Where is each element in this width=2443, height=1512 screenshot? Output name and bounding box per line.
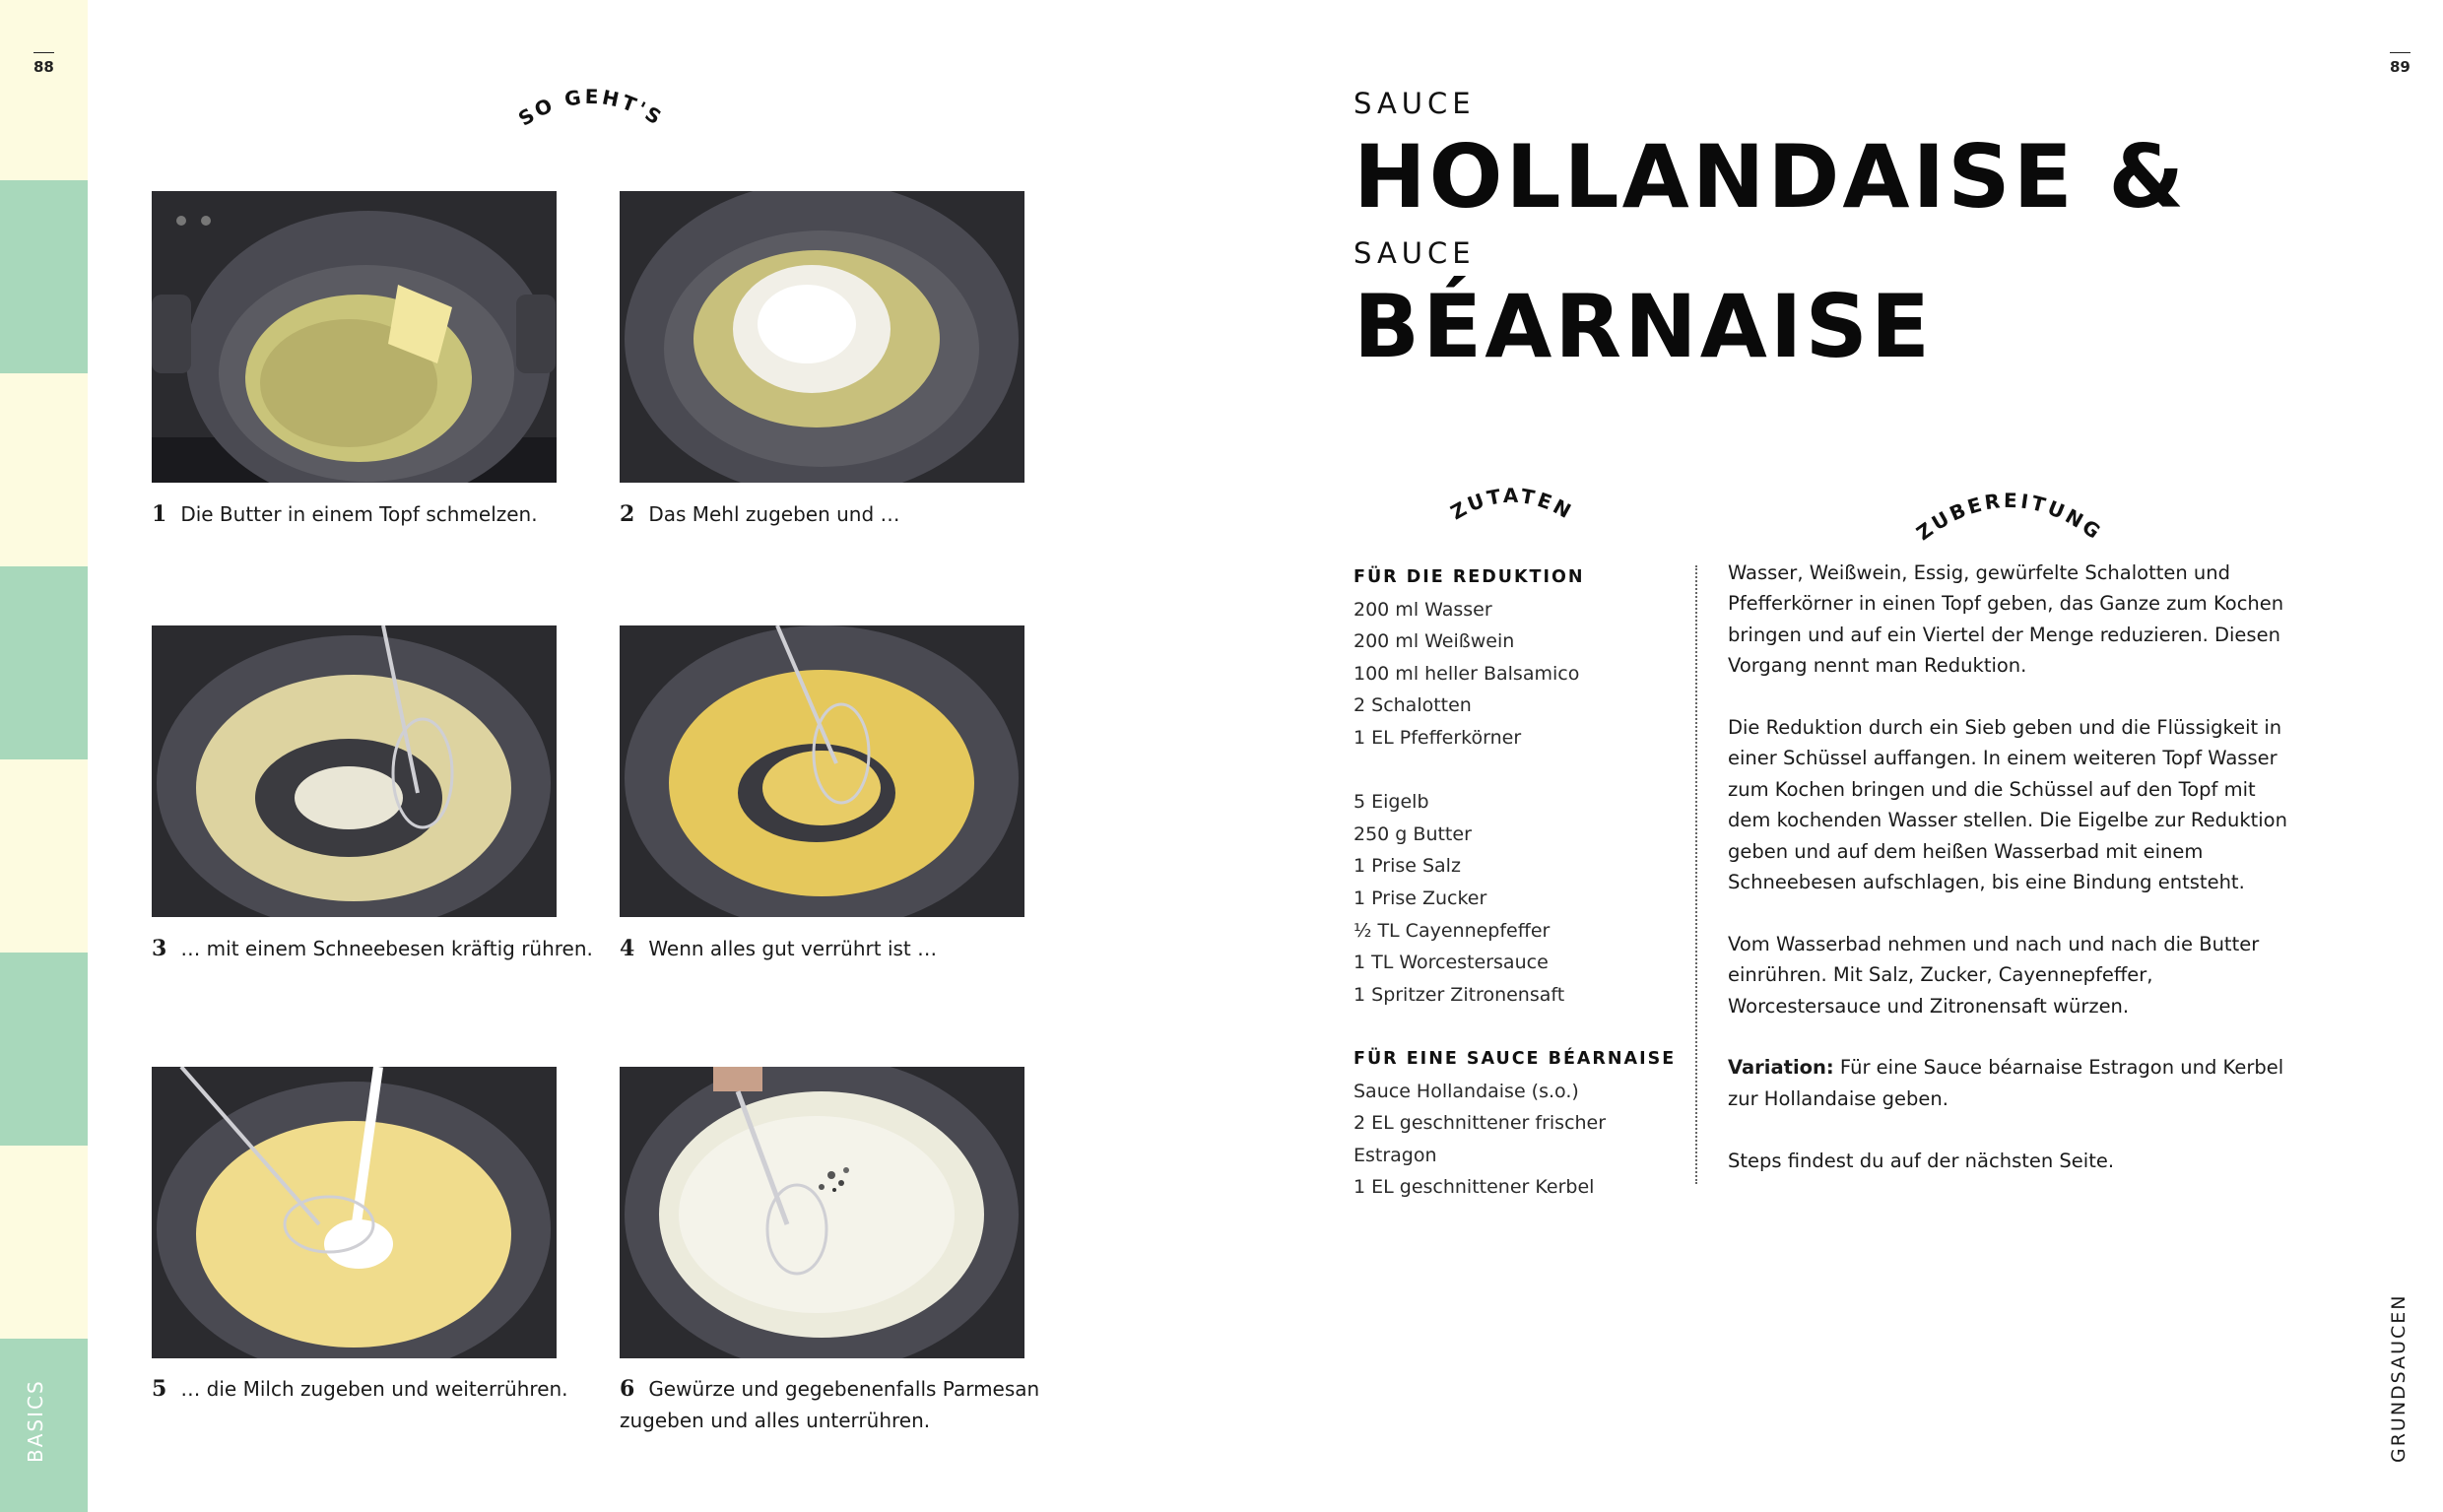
- variation-text: Für eine Sauce béarnaise Estragon und Kerbel zur Hollandaise geben.: [1728, 1056, 2284, 1110]
- tab-green-3: [0, 953, 88, 1146]
- chapter-tab-strip: [0, 0, 88, 1512]
- variation-label: Variation:: [1728, 1056, 1834, 1080]
- svg-text:ZUBEREITUNG: [1912, 489, 2107, 546]
- step-caption-1: [152, 498, 538, 530]
- step-photo-1: [152, 191, 557, 483]
- step-caption-6: [620, 1373, 1043, 1436]
- step-photo-5: [152, 1067, 557, 1358]
- ingredient-item: 2 EL geschnittener frischer Estragon: [1354, 1112, 1607, 1166]
- steps-heading-text: SO GEHT'S: [513, 84, 669, 131]
- ingredient-item: 200 ml Wasser: [1354, 598, 1492, 621]
- step-number-3: 3: [152, 936, 167, 961]
- tab-green-2: [0, 566, 88, 759]
- ingredient-item: ½ TL Cayennepfeffer: [1354, 919, 1551, 942]
- step-number-2: 2: [620, 501, 635, 527]
- title-hollandaise: HOLLANDAISE &: [1354, 126, 2188, 228]
- ingredients-heading-text: ZUTATEN: [1446, 483, 1578, 525]
- preparation-paragraph-1: Wasser, Weißwein, Essig, gewürfelte Schalotten und Pfefferkörner in einen Topf geben, das Ganze zum Kochen bringen und auf ein Viertel der Menge reduzieren. Diesen Vorgang nennt man Reduktion.: [1728, 561, 2284, 678]
- step-photo-2: [620, 191, 1024, 483]
- step-number-6: 6: [620, 1376, 635, 1402]
- step-number-4: 4: [620, 936, 635, 961]
- ingredient-item: 1 Prise Zucker: [1354, 887, 1487, 909]
- ingredient-item: 2 Schalotten: [1354, 694, 1472, 717]
- ingredients-heading: [1448, 473, 1576, 532]
- step-text-4: Wenn alles gut verrührt ist …: [648, 937, 938, 960]
- svg-text:ZUTATEN: [1446, 484, 1577, 524]
- preparation-heading: [1911, 473, 2108, 546]
- ingredient-item: 250 g Butter: [1354, 822, 1472, 845]
- svg-text:SO GEHT'S: [514, 85, 668, 131]
- preparation-note: Steps findest du auf der nächsten Seite.: [1728, 1149, 2115, 1172]
- step-text-2: Das Mehl zugeben und …: [648, 502, 900, 526]
- title-prefix-2: SAUCE: [1354, 236, 1476, 270]
- preparation-text: [1728, 558, 2291, 1207]
- ingredient-item: 1 EL Pfefferkörner: [1354, 726, 1522, 749]
- ingredient-item: 1 EL geschnittener Kerbel: [1354, 1176, 1595, 1199]
- ingredients-list: [1354, 561, 1688, 1204]
- title-prefix-1: SAUCE: [1354, 87, 1476, 120]
- ingredient-item: 1 Spritzer Zitronensaft: [1354, 983, 1565, 1006]
- preparation-paragraph-2: Die Reduktion durch ein Sieb geben und die Flüssigkeit in einer Schüssel auffangen. In einem weiteren Topf Wasser zum Kochen bringen und die Schüssel auf den Topf mit dem kochenden Wasser stellen. Die Eigelbe zur Reduktion geben und auf dem heißen Wasserbad mit einem Schneebesen aufschlagen, bis eine Bindung entsteht.: [1728, 716, 2287, 894]
- tab-cream-3: [0, 759, 88, 953]
- step-text-6: Gewürze und gegebenenfalls Parmesan: [648, 1377, 1040, 1401]
- step-photo-3: [152, 625, 557, 917]
- step-caption-2: [620, 498, 900, 530]
- step-photo-6: [620, 1067, 1024, 1358]
- tab-cream-2: [0, 373, 88, 566]
- chapter-label-basics: BASICS: [24, 1379, 47, 1463]
- page-number-left: 88: [33, 58, 54, 76]
- preparation-heading-text: ZUBEREITUNG: [1911, 488, 2108, 546]
- tab-cream-1: [0, 0, 88, 180]
- preparation-paragraph-3: Vom Wasserbad nehmen und nach und nach die Butter einrühren. Mit Salz, Zucker, Cayennepfeffer, Worcestersauce und Zitronensaft würzen.: [1728, 932, 2260, 1018]
- step-text-3: … mit einem Schneebesen kräftig rühren.: [180, 937, 593, 960]
- preparation-variation: [1728, 1052, 2291, 1114]
- column-divider: [1695, 565, 1697, 1184]
- ingredient-item: 200 ml Weißwein: [1354, 630, 1515, 653]
- steps-heading: [493, 74, 690, 133]
- step-text-1: Die Butter in einem Topf schmelzen.: [180, 502, 538, 526]
- ingredient-item: 1 Prise Salz: [1354, 855, 1461, 878]
- tab-cream-4: [0, 1146, 88, 1339]
- page-number-right: 89: [2390, 58, 2410, 76]
- step-number-1: 1: [152, 501, 167, 527]
- ingredients-group-heading: FÜR EINE SAUCE BÉARNAISE: [1354, 1048, 1677, 1069]
- step-caption-3: [152, 933, 593, 964]
- ingredient-item: 5 Eigelb: [1354, 791, 1429, 814]
- step-text-6b: zugeben und alles unterrühren.: [620, 1409, 931, 1432]
- step-caption-5: [152, 1373, 568, 1405]
- step-number-5: 5: [152, 1376, 167, 1402]
- ingredient-item: 1 TL Worcestersauce: [1354, 952, 1549, 974]
- ingredient-item: 100 ml heller Balsamico: [1354, 662, 1580, 685]
- title-bearnaise: BÉARNAISE: [1354, 276, 1934, 377]
- tab-green-1: [0, 180, 88, 373]
- step-caption-4: [620, 933, 937, 964]
- ingredient-item: Sauce Hollandaise (s.o.): [1354, 1080, 1579, 1102]
- step-photo-4: [620, 625, 1024, 917]
- step-text-5: … die Milch zugeben und weiterrühren.: [180, 1377, 568, 1401]
- ingredients-group-heading: FÜR DIE REDUKTION: [1354, 567, 1585, 587]
- chapter-label-grundsaucen: GRUNDSAUCEN: [2388, 1293, 2410, 1463]
